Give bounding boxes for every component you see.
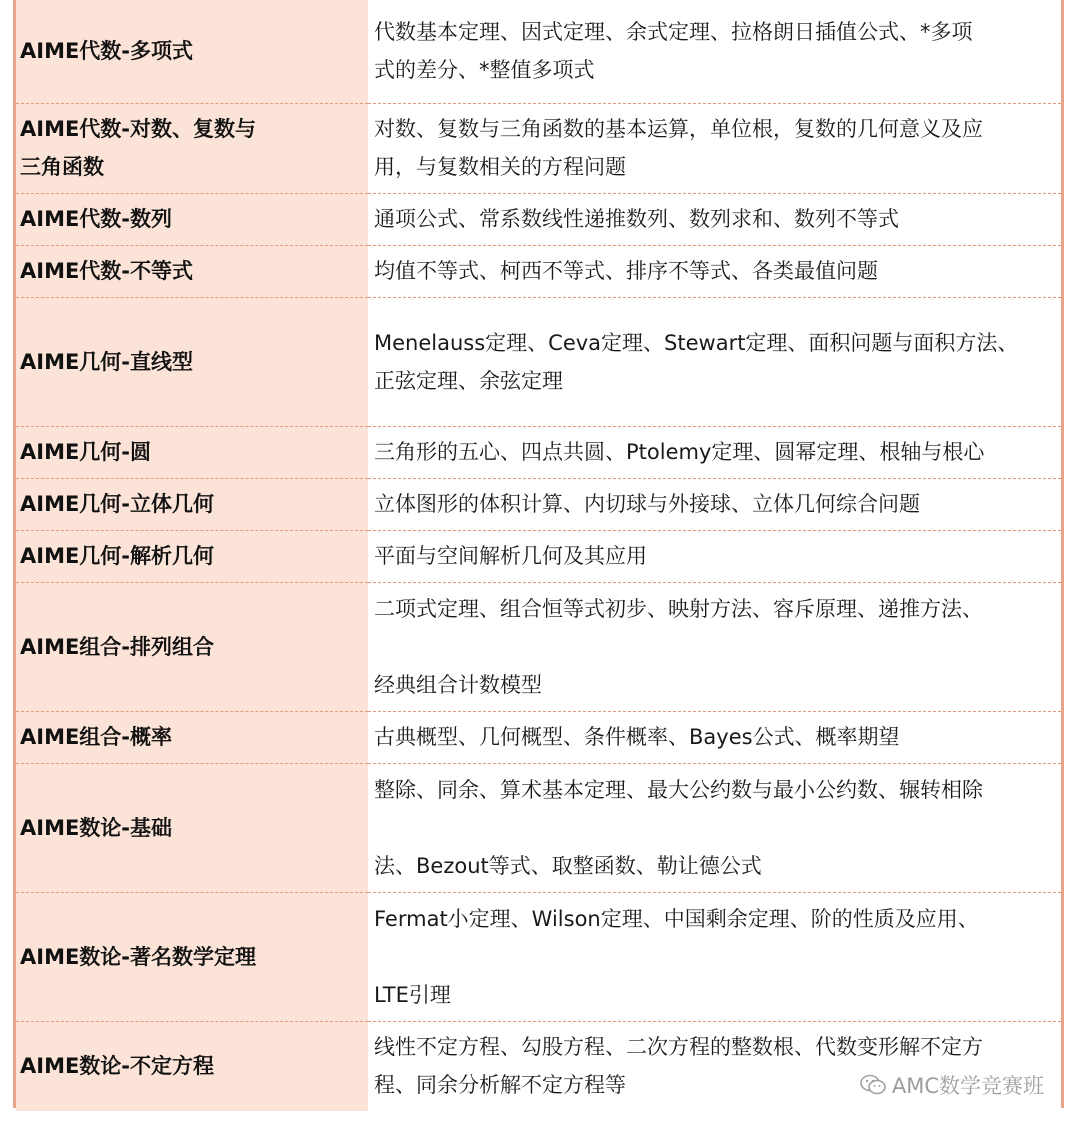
table-row <box>16 0 1061 103</box>
content-cell <box>368 426 1061 478</box>
content-text: 对数、复数与三角函数的基本运算，单位根，复数的几何意义及应 <box>374 117 983 141</box>
topic-text: AIME组合-概率 <box>20 725 173 749</box>
watermark <box>860 1070 1044 1100</box>
content-text: 法、Bezout等式、取整函数、勒让德公式 <box>374 853 762 878</box>
topic-cell <box>16 763 368 892</box>
table-row <box>16 245 1061 297</box>
table-row <box>16 530 1061 582</box>
topic-text: AIME代数-对数、复数与 <box>20 117 257 141</box>
content-text: Menelauss定理、Ceva定理、Stewart定理、面积问题与面积方法、 <box>374 330 1019 355</box>
content-text: 平面与空间解析几何及其应用 <box>374 544 647 568</box>
content-text: 式的差分、*整值多项式 <box>374 58 595 83</box>
topic-cell <box>16 1021 368 1111</box>
content-cell <box>368 478 1061 530</box>
content-text: 二项式定理、组合恒等式初步、映射方法、容斥原理、递推方法、 <box>374 596 983 621</box>
content-cell <box>368 582 1061 711</box>
topic-cell <box>16 426 368 478</box>
topic-cell <box>16 478 368 530</box>
topic-text: AIME几何-立体几何 <box>20 492 215 516</box>
table-row <box>16 426 1061 478</box>
topic-text: AIME数论-著名数学定理 <box>20 944 257 969</box>
topic-cell <box>16 193 368 245</box>
topic-text: AIME数论-不定方程 <box>20 1054 215 1079</box>
line-gap <box>374 938 1031 976</box>
topic-cell <box>16 892 368 1021</box>
topic-cell <box>16 711 368 763</box>
content-text: 均值不等式、柯西不等式、排序不等式、各类最值问题 <box>374 259 878 283</box>
content-text: 立体图形的体积计算、内切球与外接球、立体几何综合问题 <box>374 492 920 516</box>
topic-text: AIME几何-直线型 <box>20 349 194 374</box>
content-cell <box>368 103 1061 193</box>
topic-cell <box>16 530 368 582</box>
topic-text: 三角函数 <box>20 155 104 179</box>
topic-text: AIME几何-圆 <box>20 440 152 464</box>
line-gap <box>374 628 1031 666</box>
content-cell <box>368 193 1061 245</box>
content-cell <box>368 297 1061 426</box>
topic-cell <box>16 297 368 426</box>
content-cell <box>368 711 1061 763</box>
topic-cell <box>16 582 368 711</box>
table-row <box>16 103 1061 193</box>
topic-text: AIME代数-数列 <box>20 207 173 231</box>
wechat-icon <box>860 1074 886 1096</box>
content-text: LTE引理 <box>374 982 451 1007</box>
table-row <box>16 193 1061 245</box>
topic-cell <box>16 0 368 103</box>
content-text: 整除、同余、算术基本定理、最大公约数与最小公约数、辗转相除 <box>374 777 983 802</box>
content-text: 代数基本定理、因式定理、余式定理、拉格朗日插值公式、*多项 <box>374 20 973 45</box>
content-text: 通项公式、常系数线性递推数列、数列求和、数列不等式 <box>374 207 899 231</box>
curriculum-table <box>16 0 1061 1111</box>
content-text: 线性不定方程、勾股方程、二次方程的整数根、代数变形解不定方 <box>374 1035 983 1060</box>
line-gap <box>374 809 1031 847</box>
table-row <box>16 711 1061 763</box>
content-text: 正弦定理、余弦定理 <box>374 368 563 393</box>
content-text: 程、同余分析解不定方程等 <box>374 1073 626 1098</box>
topic-text: AIME几何-解析几何 <box>20 544 215 568</box>
content-text: 经典组合计数模型 <box>374 672 542 697</box>
topic-cell <box>16 245 368 297</box>
curriculum-table-frame <box>13 0 1064 1108</box>
content-text: 三角形的五心、四点共圆、Ptolemy定理、圆幂定理、根轴与根心 <box>374 440 985 464</box>
content-text: 古典概型、几何概型、条件概率、Bayes公式、概率期望 <box>374 725 900 749</box>
content-cell <box>368 0 1061 103</box>
content-text: Fermat小定理、Wilson定理、中国剩余定理、阶的性质及应用、 <box>374 906 979 931</box>
watermark-text: AMC数学竞赛班 <box>891 1074 1044 1098</box>
table-row <box>16 478 1061 530</box>
topic-text: AIME代数-不等式 <box>20 259 194 283</box>
topic-cell <box>16 103 368 193</box>
topic-text: AIME数论-基础 <box>20 815 173 840</box>
topic-text: AIME代数-多项式 <box>20 39 194 64</box>
content-cell <box>368 892 1061 1021</box>
content-cell <box>368 245 1061 297</box>
curriculum-table-body <box>16 0 1061 1111</box>
table-row <box>16 892 1061 1021</box>
content-cell <box>368 530 1061 582</box>
table-row <box>16 763 1061 892</box>
topic-text: AIME组合-排列组合 <box>20 634 215 659</box>
table-row <box>16 297 1061 426</box>
content-cell <box>368 763 1061 892</box>
content-text: 用，与复数相关的方程问题 <box>374 155 626 179</box>
table-row <box>16 582 1061 711</box>
